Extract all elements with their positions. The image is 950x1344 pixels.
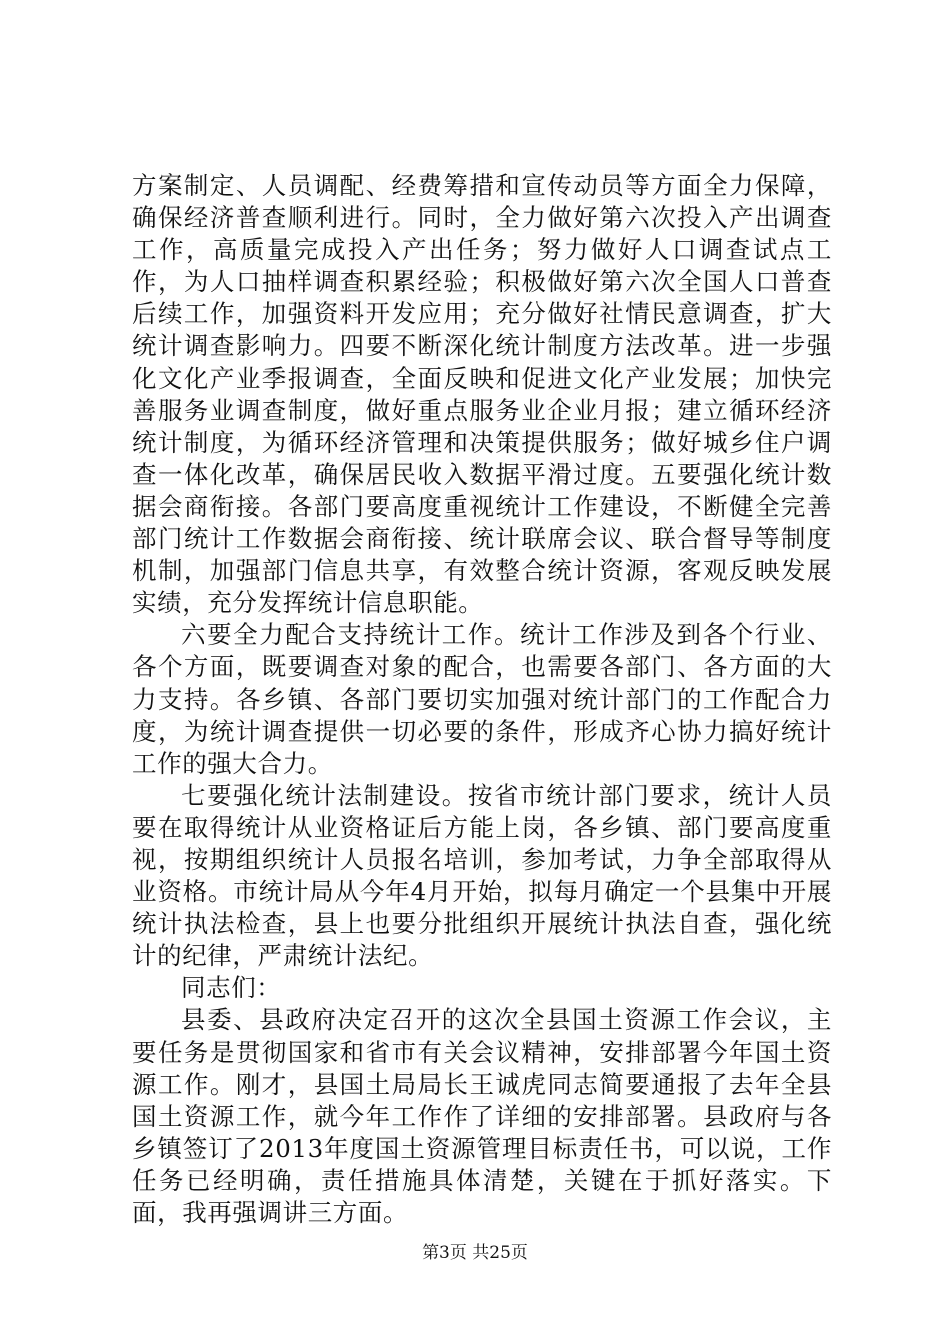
document-body	[132, 170, 832, 1229]
paragraph-item-seven: 七要强化统计法制建设。按省市统计部门要求，统计人员要在取得统计从业资格证后方能上岗，各乡镇、部门要高度重视，按期组织统计人员报名培训，参加考试，力争全部取得从业资格。市统计局从今年4月开始，拟每月确定一个县集中开展统计执法检查，县上也要分批组织开展统计执法自查，强化统计的纪律，严肃统计法纪。	[132, 780, 832, 971]
paragraph-salutation: 同志们：	[181, 973, 282, 1003]
paragraph-item-six: 六要全力配合支持统计工作。统计工作涉及到各个行业、各个方面，既要调查对象的配合，也需要各部门、各方面的大力支持。各乡镇、各部门要切实加强对统计部门的工作配合力度，为统计调查提供一切必要的条件，形成齐心协力搞好统计工作的强大合力。	[132, 620, 832, 778]
page-number-footer: 第3页 共25页	[422, 1243, 528, 1263]
paragraph-continued: 方案制定、人员调配、经费筹措和宣传动员等方面全力保障，确保经济普查顺利进行。同时，全力做好第六次投入产出调查工作，高质量完成投入产出任务；努力做好人口调查试点工作，为人口抽样调查积累经验；积极做好第六次全国人口普查后续工作，加强资料开发应用；充分做好社情民意调查，扩大统计调查影响力。四要不断深化统计制度方法改革。进一步强化文化产业季报调查，全面反映和促进文化产业发展；加快完善服务业调查制度，做好重点服务业企业月报；建立循环经济统计制度，为循环经济管理和决策提供服务；做好城乡住户调查一体化改革，确保居民收入数据平滑过度。五要强化统计数据会商衔接。各部门要高度重视统计工作建设，不断健全完善部门统计工作数据会商衔接、统计联席会议、联合督导等制度机制，加强部门信息共享，有效整合统计资源，客观反映发展实绩，充分发挥统计信息职能。	[132, 171, 832, 618]
paragraph-land-resources: 县委、县政府决定召开的这次全县国土资源工作会议，主要任务是贯彻国家和省市有关会议精神，安排部署今年国土资源工作。刚才，县国土局局长王诚虎同志简要通报了去年全县国土资源工作，就今年工作作了详细的安排部署。县政府与各乡镇签订了2013年度国土资源管理目标责任书，可以说，工作任务已经明确，责任措施具体清楚，关键在于抓好落实。下面，我再强调讲三方面。	[132, 1005, 832, 1227]
